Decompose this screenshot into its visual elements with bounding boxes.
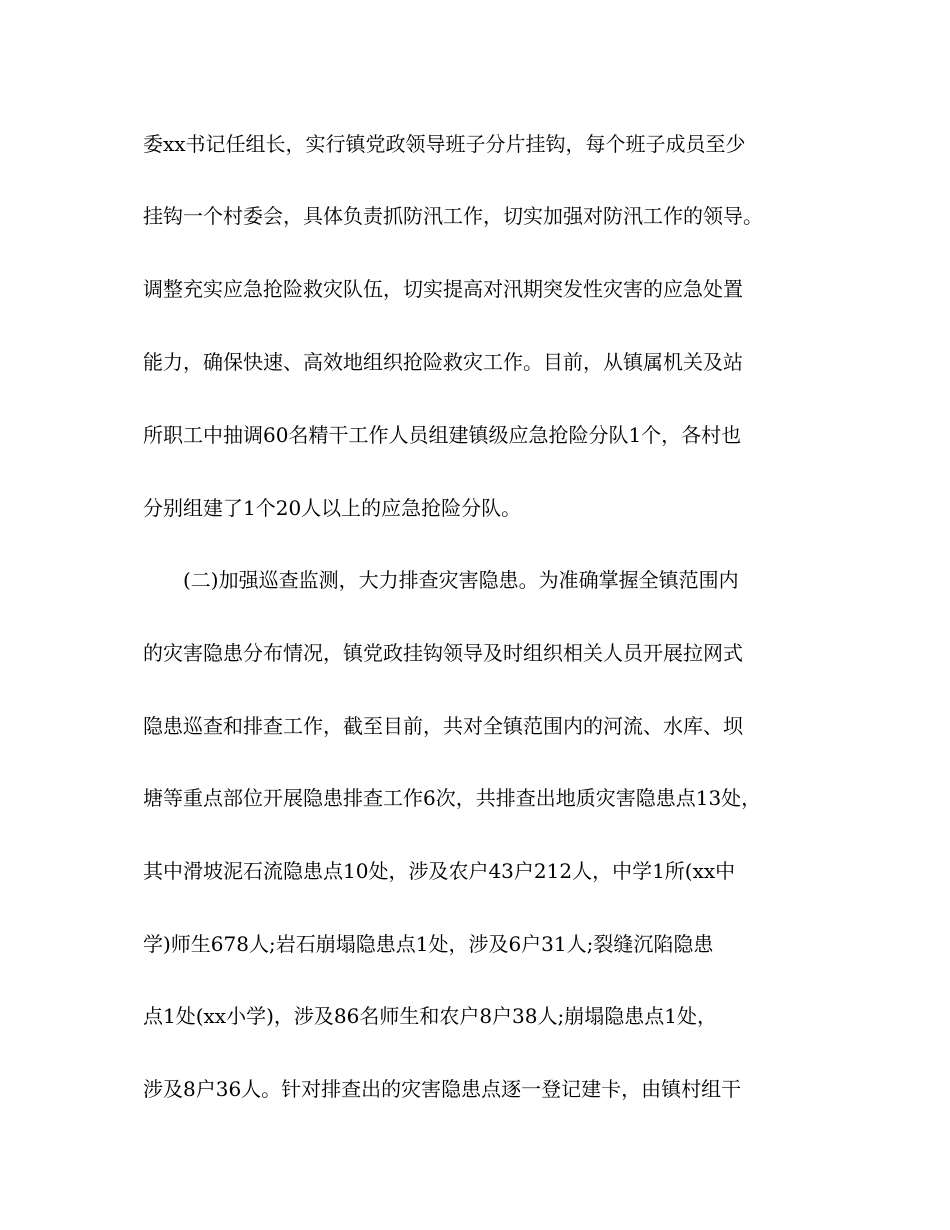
text-line: 能力，确保快速、高效地组织抢险救灾工作。目前，从镇属机关及站 [143,350,743,374]
text-line: 点1处(xx小学)，涉及86名师生和农户8户38人;崩塌隐患点1处， [143,1004,717,1028]
text-line: 的灾害隐患分布情况，镇党政挂钩领导及时组织相关人员开展拉网式 [143,641,743,665]
text-line: 委xx书记任组长，实行镇党政领导班子分片挂钩，每个班子成员至少 [143,132,746,156]
text-line: 分别组建了1个20人以上的应急抢险分队。 [143,496,522,520]
text-line: 塘等重点部位开展隐患排查工作6次，共排查出地质灾害隐患点13处， [143,786,762,810]
text-line: 挂钩一个村委会，具体负责抓防汛工作，切实加强对防汛工作的领导。 [143,204,763,228]
section-heading-line: (二)加强巡查监测，大力排查灾害隐患。为准确掌握全镇范围内 [183,568,739,592]
text-line: 调整充实应急抢险救灾队伍，切实提高对汛期突发性灾害的应急处置 [143,277,743,301]
text-line: 涉及8户36人。针对排查出的灾害隐患点逐一登记建卡，由镇村组干 [143,1077,742,1101]
text-line: 所职工中抽调60名精干工作人员组建镇级应急抢险分队1个，各村也 [143,423,742,447]
text-line: 其中滑坡泥石流隐患点10处，涉及农户43户212人，中学1所(xx中 [143,859,736,883]
text-line: 学)师生678人;岩石崩塌隐患点1处，涉及6户31人;裂缝沉陷隐患 [143,932,714,956]
text-line: 隐患巡查和排查工作，截至目前，共对全镇范围内的河流、水库、坝 [143,714,743,738]
